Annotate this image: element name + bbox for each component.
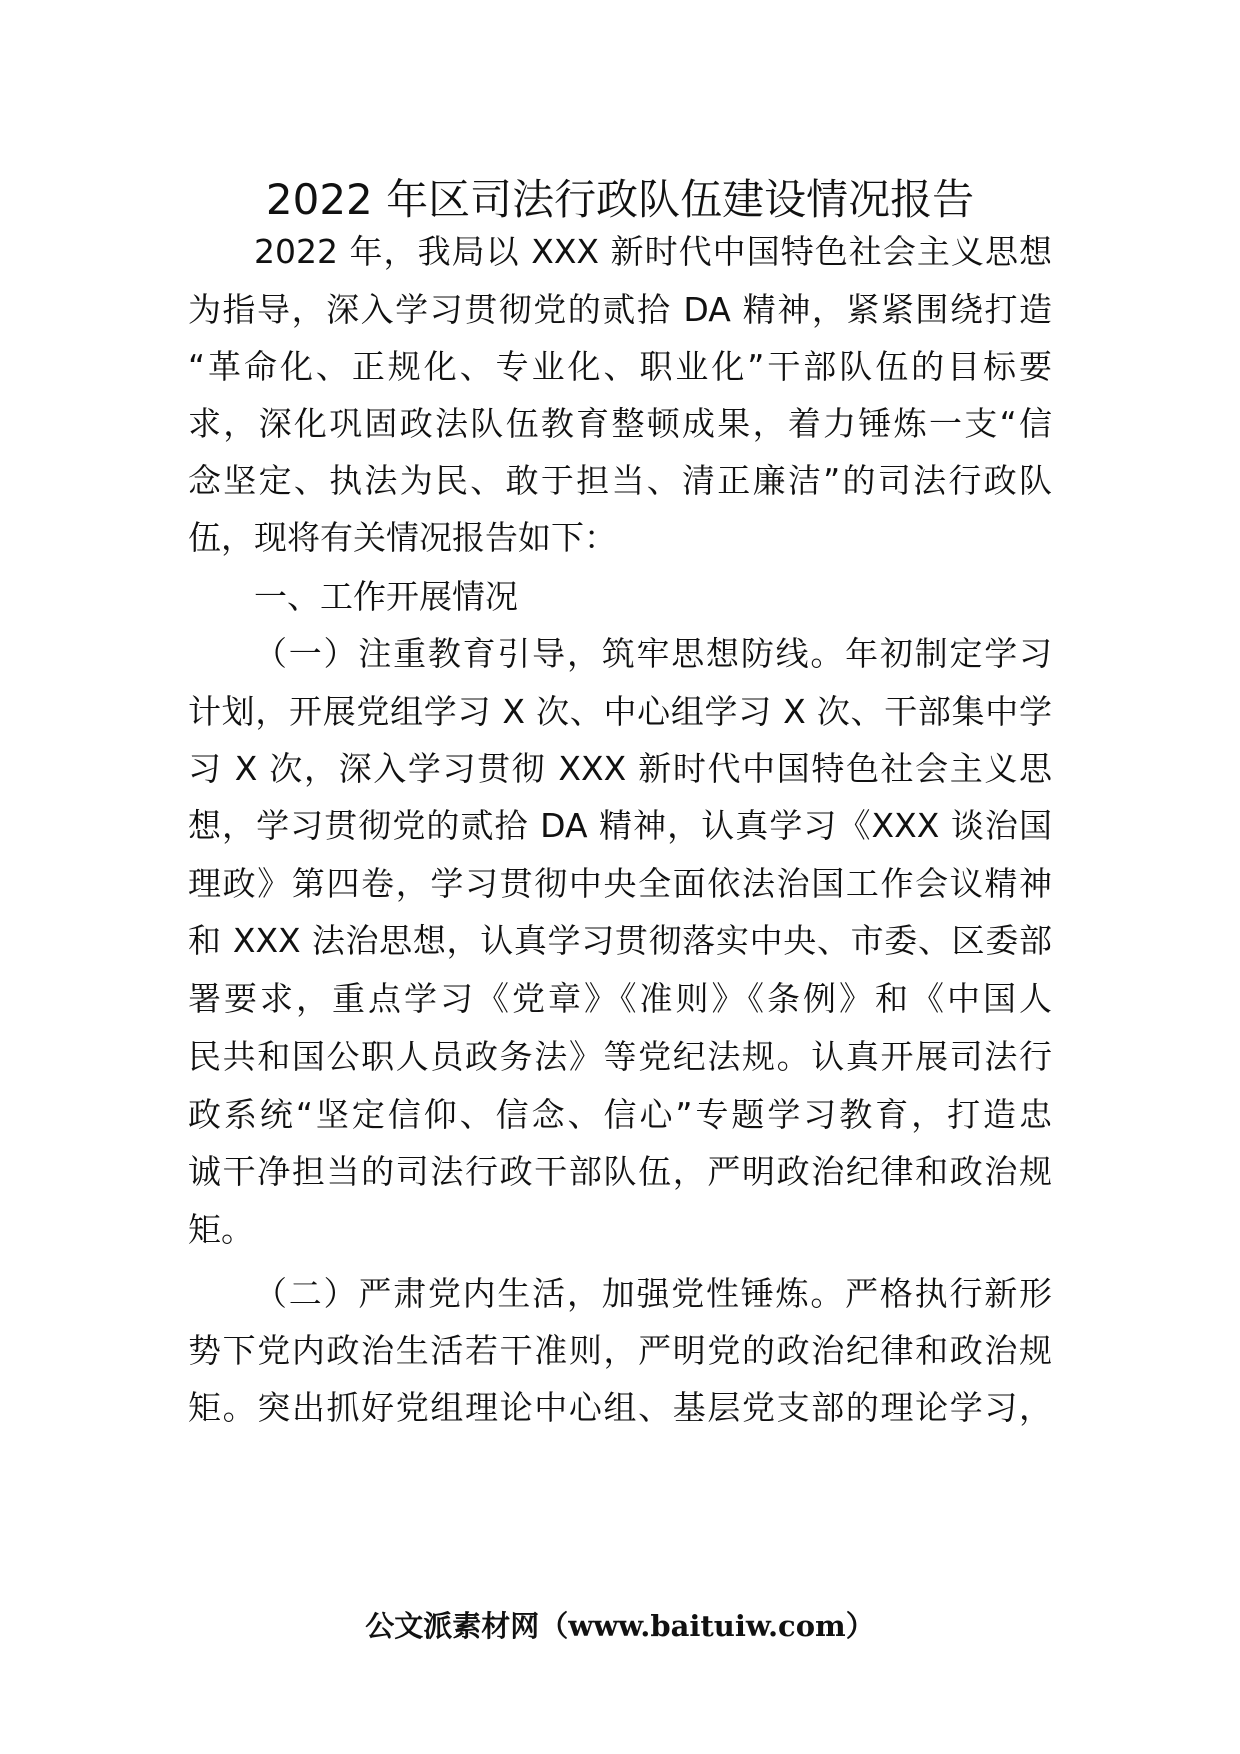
text-line: “革命化、正规化、专业化、职业化”干部队伍的目标要 <box>188 347 1052 386</box>
text-line: 求，深化巩固政法队伍教育整顿成果，着力锤炼一支“信 <box>188 404 1052 443</box>
text-line: 2022 年，我局以 XXX 新时代中国特色社会主义思想 <box>254 232 1052 271</box>
text-line: 诚干净担当的司法行政干部队伍，严明政治纪律和政治规 <box>188 1152 1052 1191</box>
text-line: 为指导，深入学习贯彻党的贰拾 DA 精神，紧紧围绕打造 <box>188 290 1052 329</box>
text-line: 势下党内政治生活若干准则，严明党的政治纪律和政治规 <box>188 1331 1052 1370</box>
text-line: （二）严肃党内生活，加强党性锤炼。严格执行新形 <box>254 1274 1052 1313</box>
text-line: 伍，现将有关情况报告如下： <box>188 518 617 557</box>
text-line: 矩。 <box>188 1210 254 1249</box>
text-line: 计划，开展党组学习 X 次、中心组学习 X 次、干部集中学 <box>188 692 1052 731</box>
text-line: 理政》第四卷，学习贯彻中央全面依法治国工作会议精神 <box>188 864 1052 903</box>
document-title: 2022 年区司法行政队伍建设情况报告 <box>265 175 975 224</box>
text-line: 民共和国公职人员政务法》等党纪法规。认真开展司法行 <box>188 1037 1052 1076</box>
text-line: 署要求，重点学习《党章》《准则》《条例》和《中国人 <box>188 979 1052 1018</box>
text-line: 想，学习贯彻党的贰拾 DA 精神，认真学习《XXX 谈治国 <box>188 806 1052 845</box>
text-line: 政系统“坚定信仰、信念、信心”专题学习教育，打造忠 <box>188 1095 1052 1134</box>
section-heading: 一、工作开展情况 <box>254 577 518 616</box>
footer-watermark: 公文派素材网（www.baituiw.com） <box>365 1609 875 1643</box>
text-line: 矩。突出抓好党组理论中心组、基层党支部的理论学习， <box>188 1388 1052 1427</box>
text-line: （一）注重教育引导，筑牢思想防线。年初制定学习 <box>254 634 1052 673</box>
text-line: 念坚定、执法为民、敢于担当、清正廉洁”的司法行政队 <box>188 461 1052 500</box>
text-line: 和 XXX 法治思想，认真学习贯彻落实中央、市委、区委部 <box>188 921 1052 960</box>
text-line: 习 X 次，深入学习贯彻 XXX 新时代中国特色社会主义思 <box>188 749 1052 788</box>
